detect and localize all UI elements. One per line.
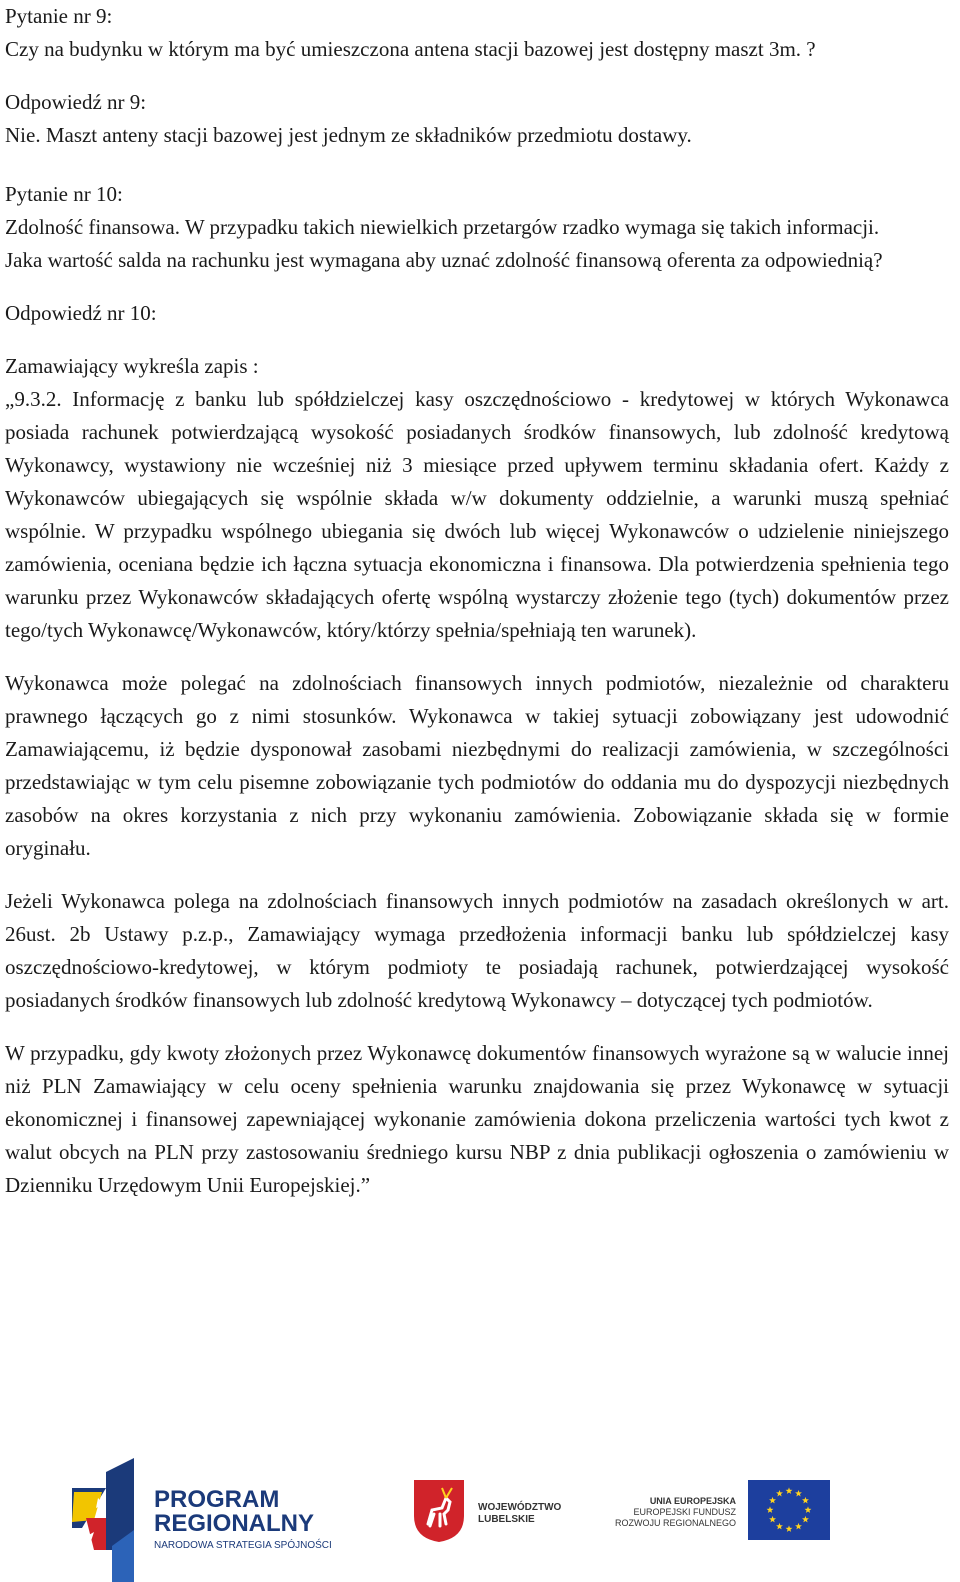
- paragraph-other-entities: Wykonawca może polegać na zdolnościach finansowych innych podmiotów, niezależnie od charakteru prawnego łączących go z nimi stosunków. Wykonawca w takiej sytuacji zobowiązany jest udowodnić Zamawiającemu, iż będzie dysponował zasobami niezbędnymi do realizacji zamówienia, w szczególności przedstawiając w tym celu pisemne zobowiązanie tych podmiotów do oddania mu do dyspozycji niezbędnych zasobów na okres korzystania z nich przy wykonaniu zamówienia. Zobowiązanie składa się w formie oryginału.: [5, 671, 949, 860]
- question-10-title: Pytanie nr 10:: [5, 182, 123, 206]
- eu-line-1: UNIA EUROPEJSKA: [649, 1496, 736, 1506]
- voivodeship-line-1: WOJEWÓDZTWO: [478, 1502, 562, 1513]
- eu-flag: [748, 1480, 830, 1540]
- question-9-title: Pytanie nr 9:: [5, 4, 113, 28]
- nss-flag-icon: [72, 1458, 142, 1582]
- paragraph-bank-information: Jeżeli Wykonawca polega na zdolnościach finansowych innych podmiotów na zasadach określonych w art. 26ust. 2b Ustawy p.z.p., Zamawiający wymaga przedłożenia informacji banku lub spółdzielczej kasy oszczędnościowo-kredytowej, w którym podmioty te posiadają rachunek, potwierdzającej wysokość posiadanych środków finansowych lub zdolność kredytową Wykonawcy – dotyczącej tych podmiotów.: [5, 889, 949, 1012]
- program-line-2: REGIONALNY: [154, 1510, 315, 1537]
- eu-line-2: EUROPEJSKI FUNDUSZ: [633, 1507, 736, 1517]
- answer-10-intro: Zamawiający wykreśla zapis :: [5, 354, 259, 378]
- eu-line-3: ROZWOJU REGIONALNEGO: [614, 1518, 736, 1528]
- answer-9-text: Nie. Maszt anteny stacji bazowej jest jednym ze składników przedmiotu dostawy.: [5, 123, 692, 147]
- answer-9-title: Odpowiedź nr 9:: [5, 90, 147, 114]
- question-9-text: Czy na budynku w którym ma być umieszczona antena stacji bazowej jest dostępny maszt 3m. ?: [5, 37, 816, 61]
- lubelskie-logo: [412, 1478, 572, 1548]
- question-10-text: Zdolność finansowa. W przypadku takich niewielkich przetargów rzadko wymaga się takich informacji.: [5, 215, 880, 239]
- deer-coat-of-arms-icon: [412, 1478, 466, 1544]
- eu-text: [600, 1496, 740, 1536]
- program-line-3: NARODOWA STRATEGIA SPÓJNOŚCI: [154, 1540, 332, 1551]
- question-10-text-2: Jaka wartość salda na rachunku jest wymagana aby uznać zdolność finansową oferenta za odpowiednią?: [5, 248, 883, 272]
- document-page: [5, 0, 949, 1202]
- program-line-1: PROGRAM: [154, 1486, 280, 1513]
- eu-flag-icon: [748, 1480, 830, 1540]
- footer-logos: [0, 1458, 960, 1582]
- paragraph-9-3-2: „9.3.2. Informację z banku lub spółdzielczej kasy oszczędnościowo - kredytowej w których Wykonawca posiada rachunek potwierdzającą wysokość posiadanych środków finansowych, lub zdolność kredytową Wykonawcy, wystawiony nie wcześniej niż 3 miesiące przed upływem terminu składania ofert. Każdy z Wykonawców ubiegających się wspólnie składa w/w dokumenty oddzielnie, a warunki muszą spełniać wspólnie. W przypadku wspólnego ubiegania się dwóch lub więcej Wykonawców o udzielenie niniejszego zamówienia, oceniana będzie ich łączna sytuacja ekonomiczna i finansowa. Dla potwierdzenia spełnienia tego warunku przez Wykonawców składających ofertę wspólną wystarczy złożenie tego (tych) dokumentów przez tego/tych Wykonawcę/Wykonawców, który/którzy spełnia/spełniają ten warunek).: [5, 387, 949, 642]
- answer-10-title: Odpowiedź nr 10:: [5, 301, 157, 325]
- voivodeship-line-2: LUBELSKIE: [478, 1514, 535, 1525]
- program-regionalny-logo: [72, 1458, 362, 1582]
- paragraph-currency-conversion: W przypadku, gdy kwoty złożonych przez Wykonawcę dokumentów finansowych wyrażone są w walucie innej niż PLN Zamawiający w celu oceny spełnienia warunku znajdowania się przez Wykonawcę w sytuacji ekonomicznej i finansowej zapewniającej wykonanie zamówienia dokona przeliczenia wartości tych kwot z walut obcych na PLN przy zastosowaniu średniego kursu NBP z dnia publikacji ogłoszenia o zamówieniu w Dzienniku Urzędowym Unii Europejskiej.”: [5, 1041, 949, 1197]
